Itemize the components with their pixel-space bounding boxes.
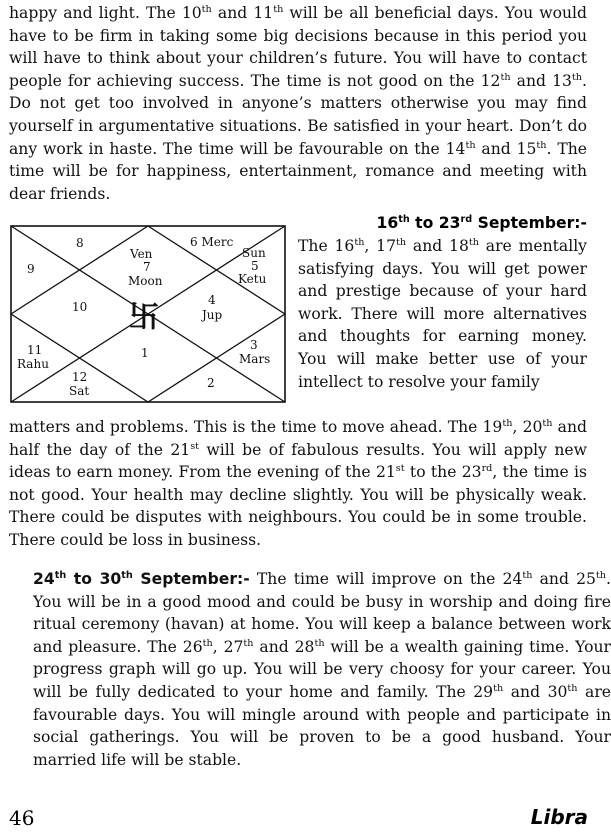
- swastika-icon: 卐: [129, 300, 159, 335]
- house-12: 12: [72, 370, 88, 384]
- planet-sat: Sat: [69, 384, 90, 398]
- house-9: 9: [27, 262, 35, 276]
- running-footer-title: Libra: [530, 805, 588, 829]
- house-5: 5: [251, 259, 259, 273]
- planet-sun: Sun: [242, 246, 266, 260]
- planet-ketu: Ketu: [238, 272, 267, 286]
- house-7: 7: [143, 260, 151, 274]
- planet-ven: Ven: [130, 247, 153, 261]
- paragraph-2-continued: matters and problems. This is the time to move ahead. The 19th, 20th and half the day of the 21st will be of fabulous results. You will apply new ideas to earn money. From the evening of the 21st to the 23rd, the time is not good. Your health may decline slightly. You will be physically weak. There could be disputes with neighbours. You could be in some trouble. There could be loss in business.: [9, 417, 588, 549]
- paragraph-2-beside-chart: The 16th, 17th and 18th are mentally satisfying days. You will get power and prestige because of your hard work. There will more alternatives and thoughts for earning money. You will make better use of your intellect to resolve your family: [298, 236, 587, 391]
- house-4: 4: [208, 293, 216, 307]
- house-10: 10: [72, 300, 88, 314]
- house-2: 2: [207, 376, 215, 390]
- planet-moon: Moon: [128, 274, 163, 288]
- planet-rahu: Rahu: [17, 357, 49, 371]
- house-8: 8: [76, 236, 84, 250]
- horoscope-chart: [10, 225, 286, 403]
- paragraph-1: happy and light. The 10th and 11th will be all beneficial days. You would have to be firm in taking some big decisions because in this period you will have to think about your children’s future. You will have to contact people for achieving success. The time is not good on the 12th and 13th. Do not get too involved in anyone’s matters otherwise you may find yourself in argumentative situations. Be satisfied in your heart. Don’t do any work in haste. The time will be favourable on the 14th and 15th. The time will be for happiness, entertainment, romance and meeting with dear friends.: [9, 3, 588, 203]
- house-11: 11: [27, 343, 43, 357]
- house-6-merc: 6 Merc: [190, 235, 234, 249]
- section-heading-16-23: 16th to 23rd September:-: [376, 213, 587, 232]
- planet-jup: Jup: [202, 308, 223, 322]
- house-3: 3: [250, 338, 258, 352]
- section-heading-24-30: 24th to 30th September:-: [33, 569, 250, 588]
- paragraph-3: 24th to 30th September:- The time will improve on the 24th and 25th. You will be in a good mood and could be busy in worship and doing fire ritual ceremony (havan) at home. You will keep a balance between work and pleasure. The 26th, 27th and 28th will be a wealth gaining time. Your progress graph will go up. You will be very choosy for your career. You will be fully dedicated to your home and family. The 29th and 30th are favourable days. You will mingle around with people and participate in social gatherings. You will be proven to be a good husband. Your married life will be stable.: [33, 569, 611, 769]
- planet-mars: Mars: [239, 352, 271, 366]
- page-number: 46: [9, 806, 35, 830]
- house-1: 1: [141, 346, 149, 360]
